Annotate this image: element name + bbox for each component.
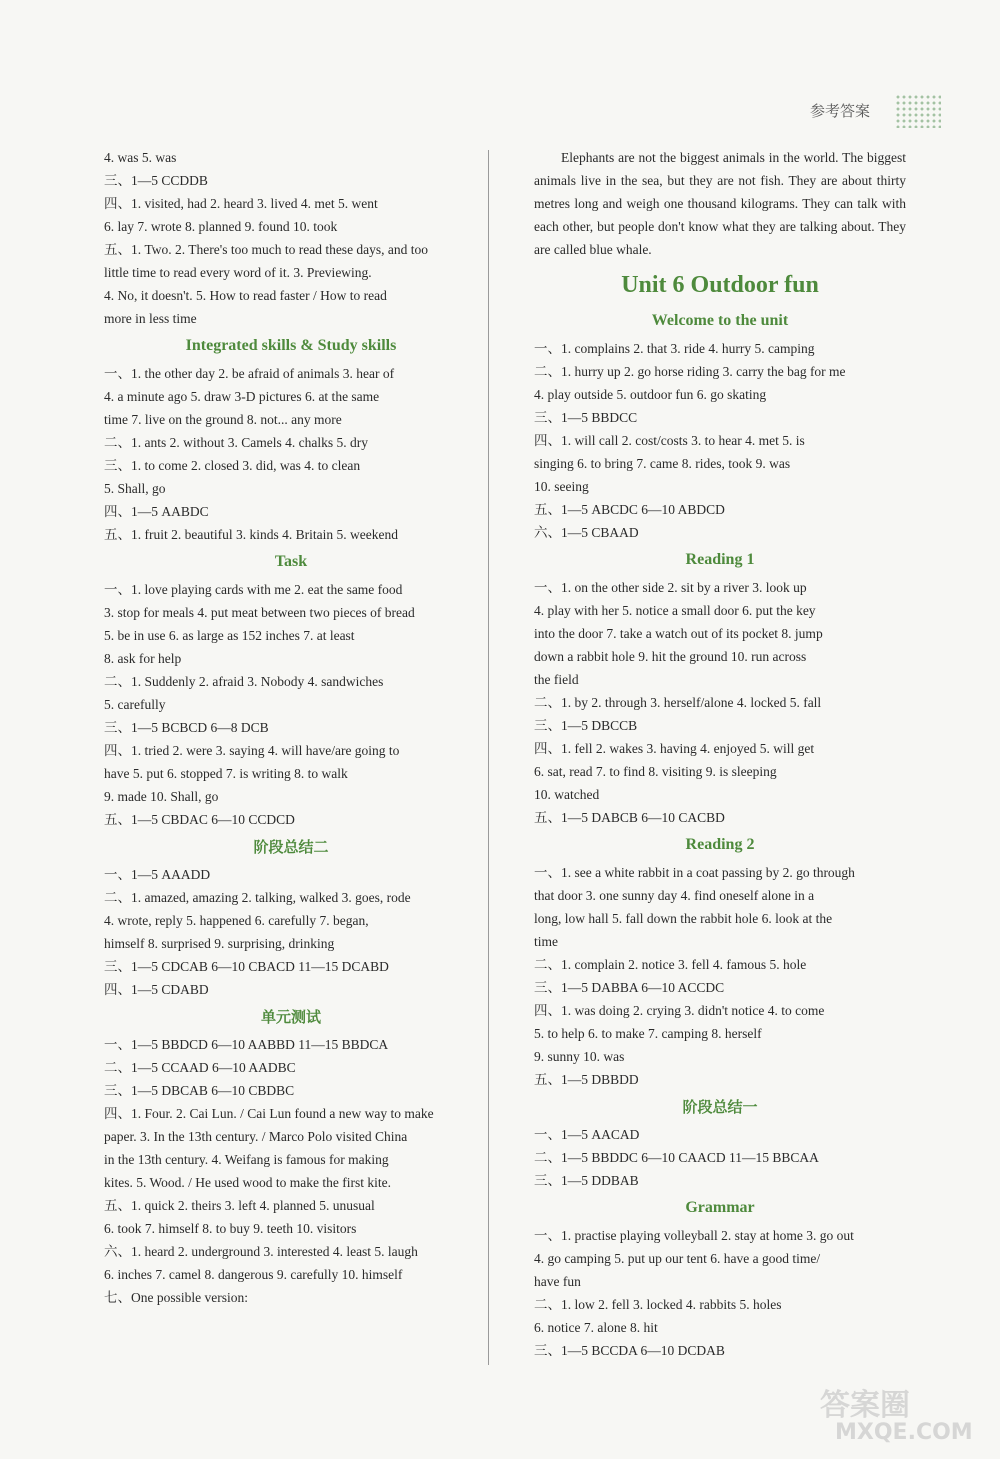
answer-line: 三、1—5 BCCDA 6—10 DCDAB [534, 1343, 725, 1358]
answer-line: paper. 3. In the 13th century. / Marco Polo visited China [104, 1129, 408, 1144]
answer-line: down a rabbit hole 9. hit the ground 10. run across [534, 649, 807, 664]
answer-line: 6. inches 7. camel 8. dangerous 9. carefully 10. himself [104, 1267, 403, 1282]
answer-line: have 5. put 6. stopped 7. is writing 8. to walk [104, 766, 348, 781]
header-dot-pattern [895, 94, 941, 128]
answer-line: 5. carefully [104, 697, 166, 712]
answer-line: 六、1. heard 2. underground 3. interested 4. least 5. laugh [104, 1244, 418, 1259]
answer-line: 5. to help 6. to make 7. camping 8. herself [534, 1026, 762, 1041]
answer-line: 七、One possible version: [104, 1290, 248, 1305]
watermark-url: MXQE.COM [835, 1420, 973, 1445]
answer-line: himself 8. surprised 9. surprising, drinking [104, 936, 335, 951]
answer-line: 一、1. the other day 2. be afraid of animals 3. hear of [104, 366, 395, 381]
answer-line: 4. play with her 5. notice a small door 6. put the key [534, 603, 816, 618]
answer-line: 4. a minute ago 5. draw 3-D pictures 6. at the same [104, 389, 380, 404]
section-heading: Task [274, 553, 308, 570]
answer-line: 一、1—5 BBDCD 6—10 AABBD 11—15 BBDCA [104, 1037, 389, 1052]
answer-line: 四、1—5 CDABD [104, 982, 209, 997]
answer-line: 四、1. was doing 2. crying 3. didn't notice 4. to come [534, 1003, 825, 1018]
answer-line: 一、1—5 AACAD [534, 1127, 640, 1142]
column-divider [488, 150, 489, 1365]
section-heading: Welcome to the unit [651, 312, 789, 329]
answer-line: 二、1. hurry up 2. go horse riding 3. carry the bag for me [534, 364, 846, 379]
answer-line: 三、1—5 DDBAB [534, 1173, 639, 1188]
answer-line: 二、1. ants 2. without 3. Camels 4. chalks 5. dry [104, 435, 368, 450]
answer-line: singing 6. to bring 7. came 8. rides, took 9. was [534, 456, 791, 471]
answer-line: 四、1. will call 2. cost/costs 3. to hear 4. met 5. is [534, 433, 805, 448]
answer-line: 四、1. Four. 2. Cai Lun. / Cai Lun found a new way to make [104, 1106, 434, 1121]
answer-line: 4. wrote, reply 5. happened 6. carefully 7. began, [104, 913, 369, 928]
answer-line: 四、1—5 AABDC [104, 504, 209, 519]
answer-line: 三、1. to come 2. closed 3. did, was 4. to clean [104, 458, 361, 473]
answer-line: 五、1—5 ABCDC 6—10 ABDCD [534, 502, 725, 517]
answer-line: 4. play outside 5. outdoor fun 6. go skating [534, 387, 767, 402]
answer-line: 二、1. Suddenly 2. afraid 3. Nobody 4. sandwiches [104, 674, 384, 689]
right-answer-column [534, 146, 906, 1362]
answer-line: 二、1. amazed, amazing 2. talking, walked 3. goes, rode [104, 890, 411, 905]
answer-line: 二、1—5 BBDDC 6—10 CAACD 11—15 BBCAA [534, 1150, 819, 1165]
section-heading: Integrated skills & Study skills [185, 337, 397, 354]
answer-line: 4. was 5. was [104, 150, 177, 165]
section-heading: 单元测试 [260, 1008, 321, 1026]
left-answer-column [104, 146, 478, 1309]
answer-line: 10. seeing [534, 479, 589, 494]
answer-line: 六、1—5 CBAAD [534, 525, 639, 540]
answer-line: 四、1. tried 2. were 3. saying 4. will have/are going to [104, 743, 400, 758]
essay-paragraph: Elephants are not the biggest animals in the world. The biggest animals live in the sea, but they are not fish. They are about thirty metres long and weigh one thousand kilograms. They can talk with each other, but people don't know what they are talking about. They are called blue whale. [534, 150, 906, 257]
answer-line: 8. ask for help [104, 651, 182, 666]
answer-line: 二、1. complain 2. notice 3. fell 4. famous 5. hole [534, 957, 807, 972]
answer-line: 6. sat, read 7. to find 8. visiting 9. is sleeping [534, 764, 777, 779]
section-heading: Reading 2 [685, 836, 755, 853]
answer-line: 二、1. by 2. through 3. herself/alone 4. locked 5. fall [534, 695, 822, 710]
section-heading: 阶段总结二 [253, 838, 329, 856]
answer-line: 一、1. see a white rabbit in a coat passing by 2. go through [534, 865, 855, 880]
answer-line: 五、1—5 CBDAC 6—10 CCDCD [104, 812, 295, 827]
section-heading: 阶段总结一 [682, 1098, 758, 1116]
answer-line: 三、1—5 DABBA 6—10 ACCDC [534, 980, 725, 995]
answer-line: 三、1—5 DBCAB 6—10 CBDBC [104, 1083, 295, 1098]
answer-line: 5. be in use 6. as large as 152 inches 7. at least [104, 628, 355, 643]
answer-line: 二、1. low 2. fell 3. locked 4. rabbits 5. holes [534, 1297, 782, 1312]
section-heading: Reading 1 [685, 551, 755, 568]
answer-line: 五、1—5 DBBDD [534, 1072, 639, 1087]
unit-title: Unit 6 Outdoor fun [621, 272, 819, 298]
answer-line: 5. Shall, go [104, 481, 166, 496]
answer-line: time 7. live on the ground 8. not... any more [104, 412, 342, 427]
answer-line: 五、1. quick 2. theirs 3. left 4. planned 5. unusual [104, 1198, 375, 1213]
answer-line: 一、1. complains 2. that 3. ride 4. hurry 5. camping [534, 341, 815, 356]
answer-line: 四、1. fell 2. wakes 3. having 4. enjoyed 5. will get [534, 741, 815, 756]
answer-line: 9. sunny 10. was [534, 1049, 625, 1064]
answer-line: that door 3. one sunny day 4. find oneself alone in a [534, 888, 815, 903]
answer-line: long, low hall 5. fall down the rabbit hole 6. look at the [534, 911, 833, 926]
answer-line: 6. took 7. himself 8. to buy 9. teeth 10. visitors [104, 1221, 357, 1236]
answer-line: 三、1—5 CCDDB [104, 173, 208, 188]
answer-line: 五、1. fruit 2. beautiful 3. kinds 4. Britain 5. weekend [104, 527, 398, 542]
watermark-logo: 答案圈 [820, 1388, 910, 1423]
answer-line: in the 13th century. 4. Weifang is famous for making [104, 1152, 389, 1167]
page-header-title: 参考答案 [810, 102, 871, 120]
answer-line: 五、1. Two. 2. There's too much to read these days, and too [104, 242, 429, 257]
answer-line: more in less time [104, 311, 197, 326]
answer-line: 四、1. visited, had 2. heard 3. lived 4. met 5. went [104, 196, 378, 211]
answer-line: 三、1—5 BCBCD 6—8 DCB [104, 720, 269, 735]
answer-line: 三、1—5 DBCCB [534, 718, 638, 733]
answer-line: have fun [534, 1274, 581, 1289]
answer-line: into the door 7. take a watch out of its pocket 8. jump [534, 626, 823, 641]
answer-line: 一、1. practise playing volleyball 2. stay at home 3. go out [534, 1228, 854, 1243]
answer-line: 6. lay 7. wrote 8. planned 9. found 10. took [104, 219, 338, 234]
answer-line: 一、1. on the other side 2. sit by a river 3. look up [534, 580, 807, 595]
answer-line: 一、1—5 AAADD [104, 867, 211, 882]
answer-line: 三、1—5 BBDCC [534, 410, 638, 425]
answer-line: the field [534, 672, 579, 687]
answer-line: 6. notice 7. alone 8. hit [534, 1320, 658, 1335]
answer-line: 3. stop for meals 4. put meat between two pieces of bread [104, 605, 415, 620]
answer-line: 五、1—5 DABCB 6—10 CACBD [534, 810, 725, 825]
answer-line: 4. go camping 5. put up our tent 6. have a good time/ [534, 1251, 821, 1266]
answer-line: kites. 5. Wood. / He used wood to make the first kite. [104, 1175, 391, 1190]
answer-line: time [534, 934, 558, 949]
answer-line: 4. No, it doesn't. 5. How to read faster / How to read [104, 288, 387, 303]
answer-line: 三、1—5 CDCAB 6—10 CBACD 11—15 DCABD [104, 959, 389, 974]
section-heading: Grammar [685, 1199, 755, 1216]
answer-line: 二、1—5 CCAAD 6—10 AADBC [104, 1060, 296, 1075]
answer-line: 10. watched [534, 787, 600, 802]
answer-line: 一、1. love playing cards with me 2. eat the same food [104, 582, 403, 597]
answer-line: 9. made 10. Shall, go [104, 789, 219, 804]
answer-line: little time to read every word of it. 3. Previewing. [104, 265, 372, 280]
